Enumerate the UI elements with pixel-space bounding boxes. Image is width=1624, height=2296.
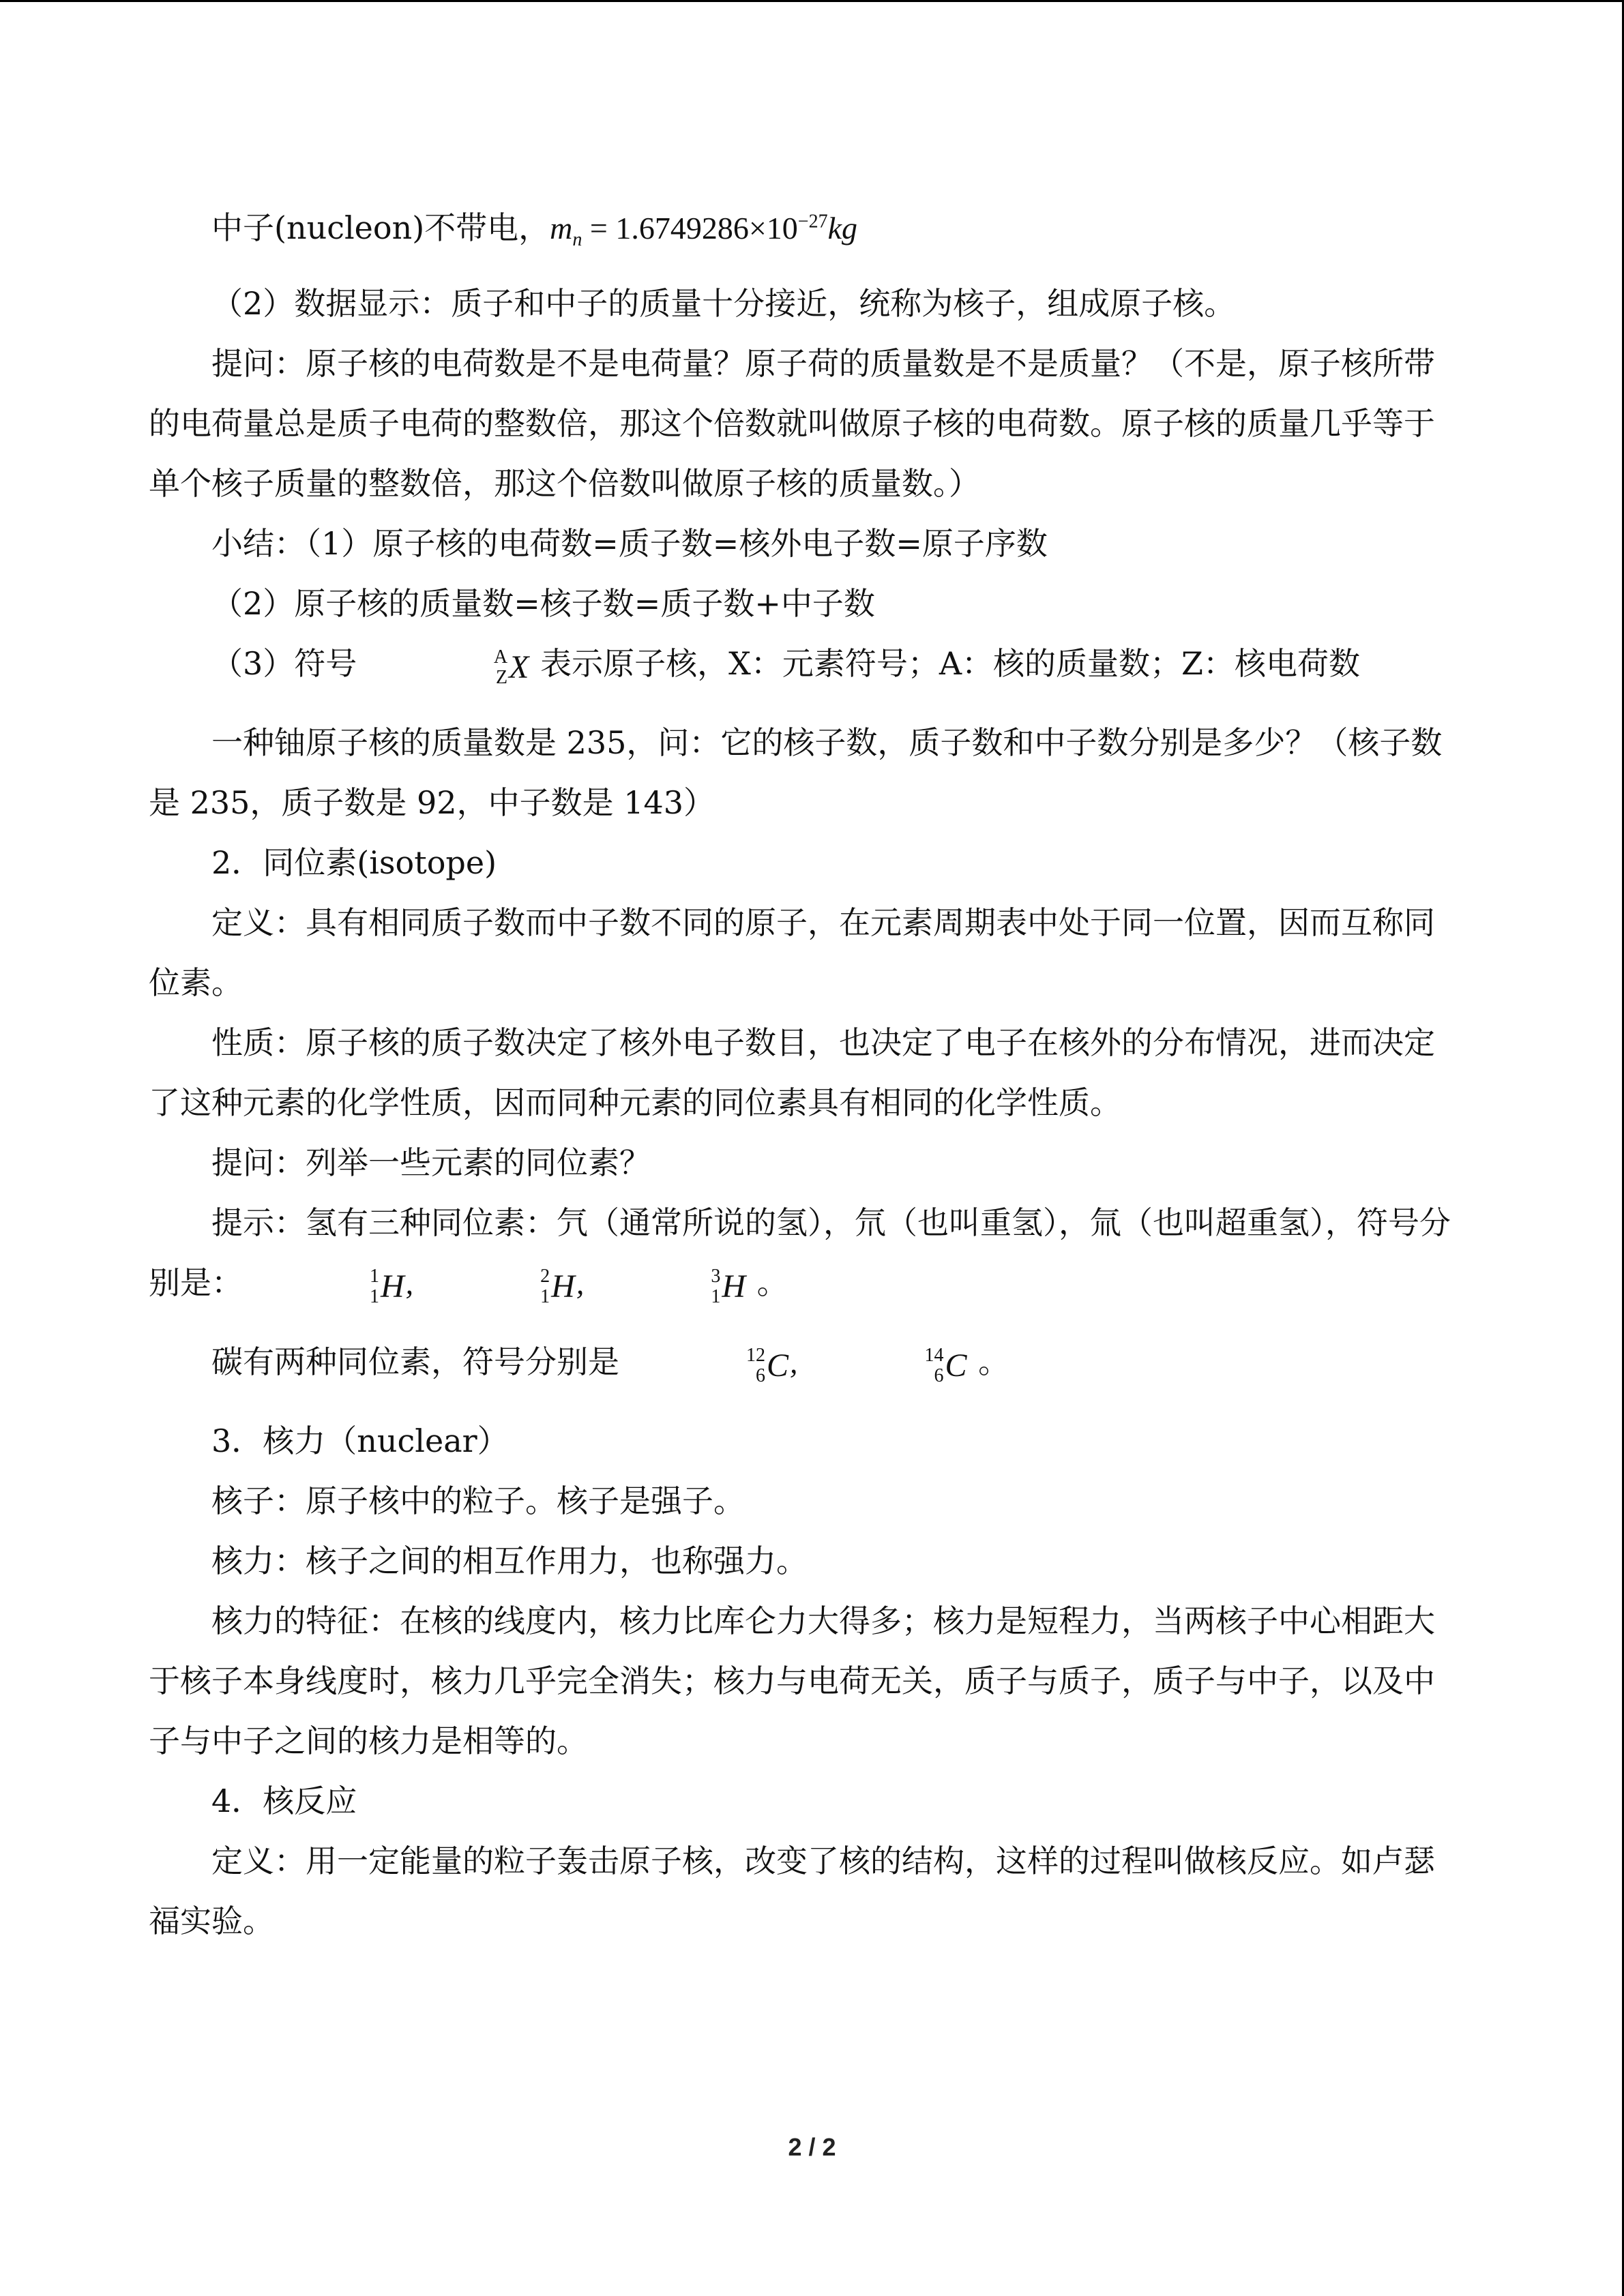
mass-number-A: A [493, 646, 508, 668]
paragraph-hydrogen-isotopes [149, 1193, 1458, 1317]
mass-symbol: m [550, 211, 573, 245]
carbon-isotope-1 [621, 1333, 788, 1396]
document-body [149, 198, 1458, 1951]
hydrogen-isotope-1 [244, 1254, 404, 1317]
paragraph-summary-2: （2）原子核的质量数=核子数=质子数+中子数 [211, 585, 875, 622]
summary-3-suffix: 表示原子核，X：元素符号；A：核的质量数；Z：核电荷数 [530, 645, 1361, 682]
mass-number: 12 [746, 1345, 765, 1366]
paragraph-uranium-question: 一种铀原子核的质量数是 235，问：它的核子数，质子数和中子数分别是多少？（核子数是 235，质子数是 92，中子数是 143） [149, 724, 1443, 821]
paragraph-question-charge: 提问：原子核的电荷数是不是电荷量？原子荷的质量数是不是质量？（不是，原子核所带的电荷量总是质子电荷的整数倍，那这个倍数就叫做原子核的电荷数。原子核的质量几乎等于单个核子质量的整数倍，那这个倍数叫做原子核的质量数。） [149, 345, 1435, 502]
neutron-mass-formula [550, 211, 858, 251]
atomic-number: 1 [370, 1286, 379, 1307]
neutron-text: 中子(nucleon)不带电， [211, 209, 550, 246]
element-symbol: C [945, 1347, 967, 1384]
mass-number: 3 [711, 1266, 721, 1287]
charge-number-Z: Z [496, 667, 508, 688]
heading-isotope: 2．同位素(isotope) [211, 844, 497, 881]
heading-nuclear-reaction: 4．核反应 [211, 1783, 357, 1819]
element-symbol: H [551, 1268, 575, 1304]
mass-value: = 1.6749286×10 [582, 211, 798, 245]
paragraph-question-isotopes: 提问：列举一些元素的同位素？ [211, 1144, 651, 1181]
page-number: 2 / 2 [788, 2133, 836, 2161]
atomic-number: 6 [934, 1365, 944, 1386]
carbon-isotope-2 [799, 1333, 967, 1396]
hydrogen-isotope-symbols [243, 1264, 747, 1307]
element-symbol: H [722, 1268, 746, 1304]
mass-number: 1 [370, 1266, 379, 1287]
paragraph-nuclear-force: 核力：核子之间的相互作用力，也称强力。 [211, 1542, 808, 1579]
carbon-end: 。 [968, 1343, 1010, 1380]
carbon-isotope-symbols [619, 1343, 969, 1386]
paragraph-isotope-definition: 定义：具有相同质子数而中子数不同的原子，在元素周期表中处于同一位置，因而互称同位素。 [149, 904, 1435, 1001]
neutron-line [149, 198, 1458, 258]
element-symbol: C [767, 1347, 789, 1384]
paragraph-carbon-isotopes [149, 1332, 1458, 1396]
mass-unit: kg [827, 211, 858, 245]
summary-3-prefix: （3）符号 [211, 645, 367, 682]
hydrogen-text: 提示：氢有三种同位素：氕（通常所说的氢），氘（也叫重氢），氚（也叫超重氢），符号分别是： [149, 1204, 1451, 1301]
paragraph-summary-1: 小结：（1）原子核的电荷数=质子数=核外电子数=原子序数 [211, 525, 1048, 562]
paragraph-summary-3 [149, 633, 1458, 698]
element-symbol: H [381, 1268, 404, 1304]
carbon-text: 碳有两种同位素，符号分别是 [211, 1343, 619, 1380]
mass-subscript: n [572, 229, 582, 251]
mass-exponent: −27 [797, 211, 828, 233]
mass-number: 14 [924, 1345, 944, 1366]
mass-number: 2 [540, 1266, 550, 1287]
atomic-number: 1 [540, 1286, 550, 1307]
hydrogen-end: 。 [747, 1264, 788, 1301]
separator: , [790, 1345, 798, 1380]
hydrogen-isotope-3 [585, 1254, 745, 1317]
atomic-number: 6 [756, 1365, 765, 1386]
nuclide-symbol-AZX [368, 635, 529, 698]
paragraph-nuclear-force-features: 核力的特征：在核的线度内，核力比库仑力大得多；核力是短程力，当两核子中心相距大于核子本身线度时，核力几乎完全消失；核力与电荷无关，质子与质子，质子与中子，以及中子与中子之间的核力是相等的。 [149, 1602, 1435, 1759]
paragraph-isotope-property: 性质：原子核的质子数决定了核外电子数目，也决定了电子在核外的分布情况，进而决定了这种元素的化学性质，因而同种元素的同位素具有相同的化学性质。 [149, 1024, 1435, 1121]
paragraph-nucleon: 核子：原子核中的粒子。核子是强子。 [211, 1482, 745, 1519]
heading-nuclear-force: 3．核力（nuclear） [211, 1422, 509, 1459]
separator: , [576, 1266, 585, 1300]
paragraph-nuclear-reaction-definition: 定义：用一定能量的粒子轰击原子核，改变了核的结构，这样的过程叫做核反应。如卢瑟福实验。 [149, 1843, 1435, 1939]
hydrogen-isotope-2 [415, 1254, 575, 1317]
atomic-number: 1 [711, 1286, 721, 1307]
element-symbol-X: X [509, 649, 529, 685]
separator: , [405, 1266, 414, 1300]
paragraph-data-display: （2）数据显示：质子和中子的质量十分接近，统称为核子，组成原子核。 [211, 285, 1236, 322]
